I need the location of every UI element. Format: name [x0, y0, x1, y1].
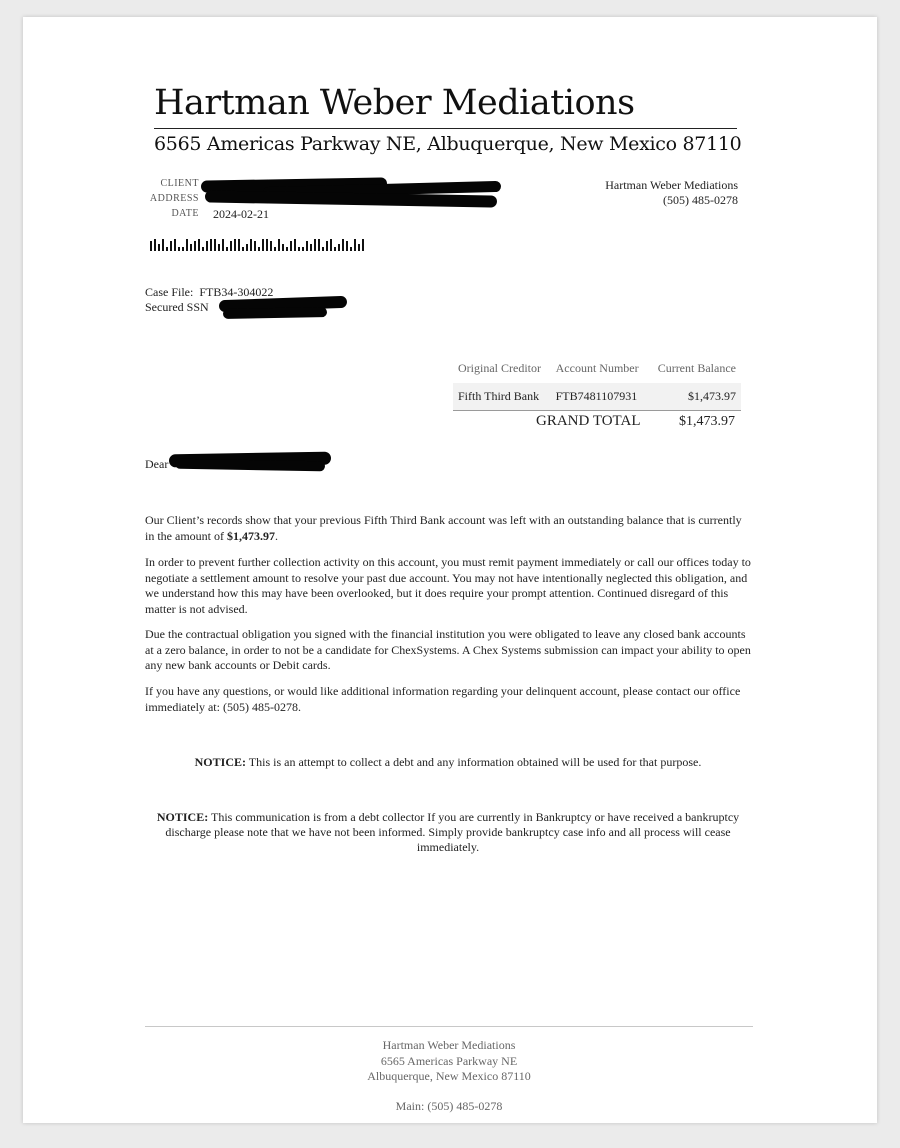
footer-address: [145, 1038, 753, 1085]
paragraph-balance-end: .: [274, 528, 278, 543]
letter-page: [23, 17, 877, 1123]
company-name: Hartman Weber Mediations: [154, 83, 635, 123]
header-current-balance: Current Balance: [657, 361, 736, 375]
notice-bankruptcy: [145, 810, 751, 855]
case-file-value: FTB34-304022: [199, 285, 274, 299]
footer-phone: Main: (505) 485-0278: [395, 1099, 503, 1113]
client-label: CLIENT: [160, 178, 199, 189]
secured-ssn: [145, 300, 209, 315]
sender-name: Hartman Weber Mediations: [605, 178, 738, 192]
header-original-creditor: Original Creditor: [458, 361, 541, 375]
balance-table: [453, 358, 741, 411]
cell-balance: $1,473.97: [648, 383, 741, 411]
case-file-label: Case File:: [145, 285, 194, 299]
date-value: 2024-02-21: [213, 207, 269, 221]
company-address: 6565 Americas Parkway NE, Albuquerque, New Mexico 87110: [154, 133, 742, 155]
redaction-ssn-2: [223, 307, 327, 319]
table-row: [453, 383, 741, 411]
footer-company: Hartman Weber Mediations: [382, 1038, 516, 1052]
paragraph-remit: In order to prevent further collection activity on this account, you must remit payment immediately or call our offices today to negotiate a settlement amount to resolve your past due account. You may not have intentionally neglected this obligation, and we understand how this may have been overlooked, but it does require your prompt attention. Continued disregard of this matter is not advised.: [145, 555, 751, 616]
notice-text: This communication is from a debt collector If you are currently in Bankruptcy or have received a bankruptcy discharge please note that we have not been informed. Simply provide bankruptcy case info and all process will cease immediately.: [165, 810, 740, 854]
cell-account-number: FTB7481107931: [551, 383, 649, 411]
sender-block: [605, 178, 738, 208]
secured-ssn-label: Secured SSN: [145, 300, 209, 314]
footer-divider: [145, 1026, 753, 1027]
paragraph-balance: [145, 513, 751, 544]
cell-creditor: Fifth Third Bank: [453, 383, 551, 411]
paragraph-chexsystems: Due the contractual obligation you signed with the financial institution you were obligated to leave any closed bank accounts at a zero balance, in order to not be a candidate for ChexSystems. A Chex Systems submission can impact your ability to open any new bank accounts or Debit cards.: [145, 627, 751, 672]
address-label: ADDRESS: [149, 193, 199, 204]
redaction-name-2: [175, 459, 325, 472]
balance-amount: $1,473.97: [226, 528, 275, 543]
notice-debt-collection: [145, 755, 751, 770]
notice-label: NOTICE:: [194, 755, 246, 769]
paragraph-contact: If you have any questions, or would like additional information regarding your delinquent account, please contact our office immediately at: (505) 485-0278.: [145, 684, 741, 714]
footer-city: Albuquerque, New Mexico 87110: [367, 1069, 531, 1083]
barcode: [150, 239, 364, 251]
header-account-number: Account Number: [555, 361, 639, 375]
notice-text: This is an attempt to collect a debt and any information obtained will be used for that purpose.: [248, 755, 702, 769]
case-file: [145, 285, 273, 300]
grand-total-value: $1,473.97: [679, 414, 735, 429]
footer-street: 6565 Americas Parkway NE: [380, 1053, 518, 1068]
paragraph-balance-text: Our Client’s records show that your previous Fifth Third Bank account was left with an outstanding balance that is currently in the amount of: [145, 513, 742, 543]
salutation: Dear: [145, 457, 169, 471]
grand-total-label: GRAND TOTAL: [536, 413, 641, 429]
date-label: DATE: [171, 208, 199, 219]
sender-phone: (505) 485-0278: [663, 193, 738, 207]
letterhead-divider: [154, 128, 737, 129]
notice-label: NOTICE:: [156, 810, 209, 824]
